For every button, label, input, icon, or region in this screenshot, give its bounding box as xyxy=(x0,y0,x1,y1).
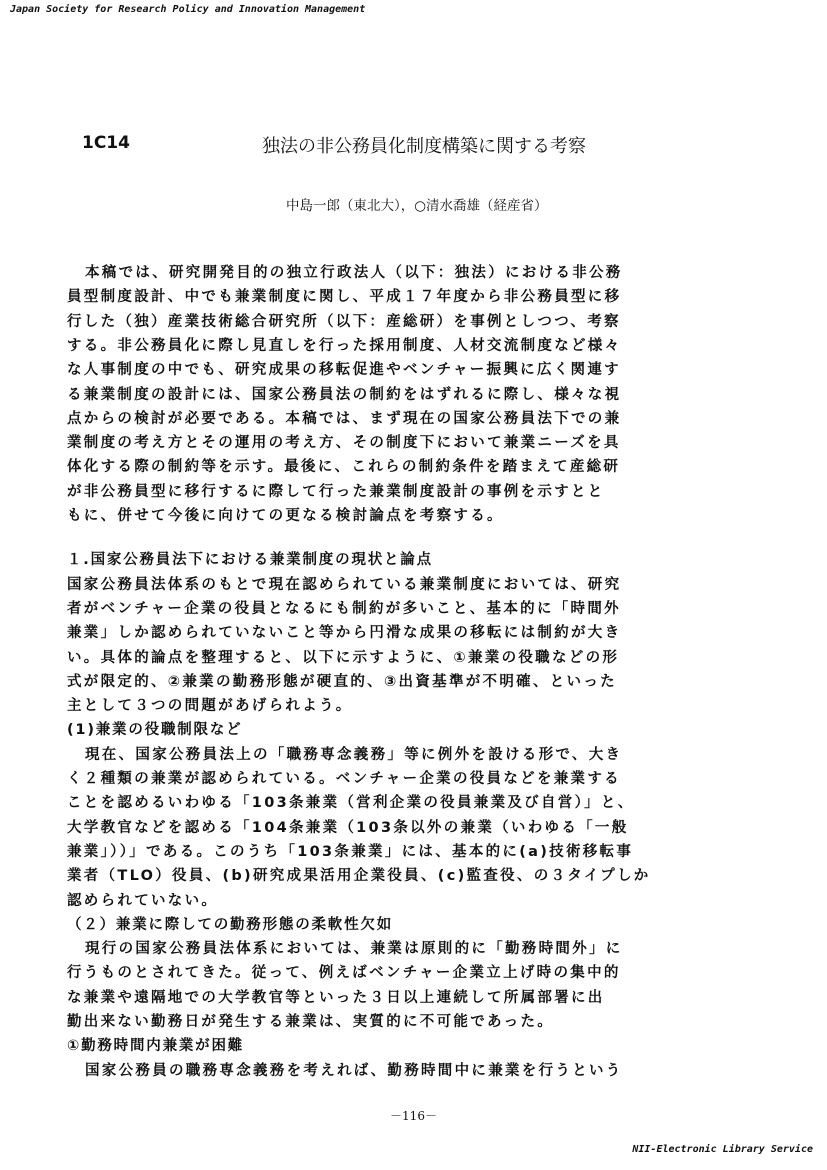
body-line: が非公務員型に移行するに際して行った兼業制度設計の事例を示すとと xyxy=(67,483,605,500)
body-line: い。具体的論点を整理すると、以下に示すように、①兼業の役職などの形 xyxy=(67,649,620,666)
body-line: 者がベンチャー企業の役員となるにも制約が多いこと、基本的に「時間外 xyxy=(67,600,621,617)
body-line: 大学教官などを認める「104条兼業（103条以外の兼業（いわゆる「一般 xyxy=(67,819,629,836)
body-line: な人事制度の中でも、研究成果の移転促進やベンチャー振興に広く関連す xyxy=(67,362,621,379)
body-line: 国家公務員の職務専念義務を考えれば、勤務時間中に兼業を行うという xyxy=(85,1062,623,1079)
journal-header: Japan Society for Research Policy and Innovation Management xyxy=(10,4,366,15)
body-line: 行した（独）産業技術総合研究所（以下：産総研）を事例としつつ、考察 xyxy=(67,313,621,330)
body-line: する。非公務員化に際し見直しを行った採用制度、人材交流制度など様々 xyxy=(67,337,622,354)
body-line: 業者（TLO）役員、(b)研究成果活用企業役員、(c)監査役、の３タイプしか xyxy=(67,868,651,885)
body-line: 体化する際の制約等を示す。最後に、これらの制約条件を踏まえて産総研 xyxy=(67,459,621,476)
page-number: －116－ xyxy=(390,1109,437,1123)
body-line: 国家公務員法体系のもとで現在認められている兼業制度においては、研究 xyxy=(67,576,622,593)
section-heading: （２）兼業に際しての勤務形態の柔軟性欠如 xyxy=(67,916,393,933)
body-line: ことを認めるいわゆる「103条兼業（営利企業の役員兼業及び自営）」と、 xyxy=(67,795,635,812)
body-line: 業制度の考え方とその運用の考え方、その制度下において兼業ニーズを具 xyxy=(67,435,621,452)
body-line: く２種類の兼業が認められている。ベンチャー企業の役員などを兼業する xyxy=(67,771,621,787)
section-heading: １.国家公務員法下における兼業制度の現状と論点 xyxy=(67,552,433,569)
paper-title: 独法の非公務員化制度構築に関する考察 xyxy=(262,136,586,157)
body-line: 兼業」））」である。このうち「103条兼業」には、基本的に(a)技術移転事 xyxy=(67,843,634,860)
body-line: 本稿では、研究開発目的の独立行政法人（以下：独法）における非公務 xyxy=(85,265,623,281)
body-line: 現行の国家公務員法体系においては、兼業は原則的に「勤務時間外」に xyxy=(85,941,623,958)
body-line: 認められていない。 xyxy=(67,892,219,909)
section-heading: ①勤務時間内兼業が困難 xyxy=(67,1038,245,1055)
paper-authors: 中島一郎（東北大），○清水喬雄（経産省） xyxy=(286,198,548,214)
body-line: 主として３つの問題があげられよう。 xyxy=(67,698,353,715)
body-line: 式が限定的、②兼業の勤務形態が硬直的、③出資基準が不明確、といった xyxy=(67,673,617,690)
paper-code: 1C14 xyxy=(82,133,130,153)
body-line: 勤出来ない勤務日が発生する兼業は、実質的に不可能であった。 xyxy=(67,1014,555,1030)
body-line: もに、併せて今後に向けての更なる検討論点を考察する。 xyxy=(67,508,504,524)
body-line: 現在、国家公務員法上の「職務専念義務」等に例外を設ける形で、大き xyxy=(85,746,623,763)
body-line: 点からの検討が必要である。本稿では、まず現在の国家公務員法下での兼 xyxy=(67,410,622,427)
body-line: 員型制度設計、中でも兼業制度に関し、平成１７年度から非公務員型に移 xyxy=(67,289,622,306)
body-line: 行うものとされてきた。従って、例えばベンチャー企業立上げ時の集中的 xyxy=(67,965,621,982)
body-line: な兼業や遠隔地での大学教官等といった３日以上連続して所属部署に出 xyxy=(67,989,605,1006)
section-heading: (1)兼業の役職制限など xyxy=(67,722,243,739)
library-footer: NII-Electronic Library Service xyxy=(632,1144,813,1155)
body-line: る兼業制度の設計には、国家公務員法の制約をはずれるに際し、様々な視 xyxy=(67,386,622,403)
body-line: 兼業」しか認められていないこと等から円滑な成果の移転には制約が大き xyxy=(67,625,622,642)
